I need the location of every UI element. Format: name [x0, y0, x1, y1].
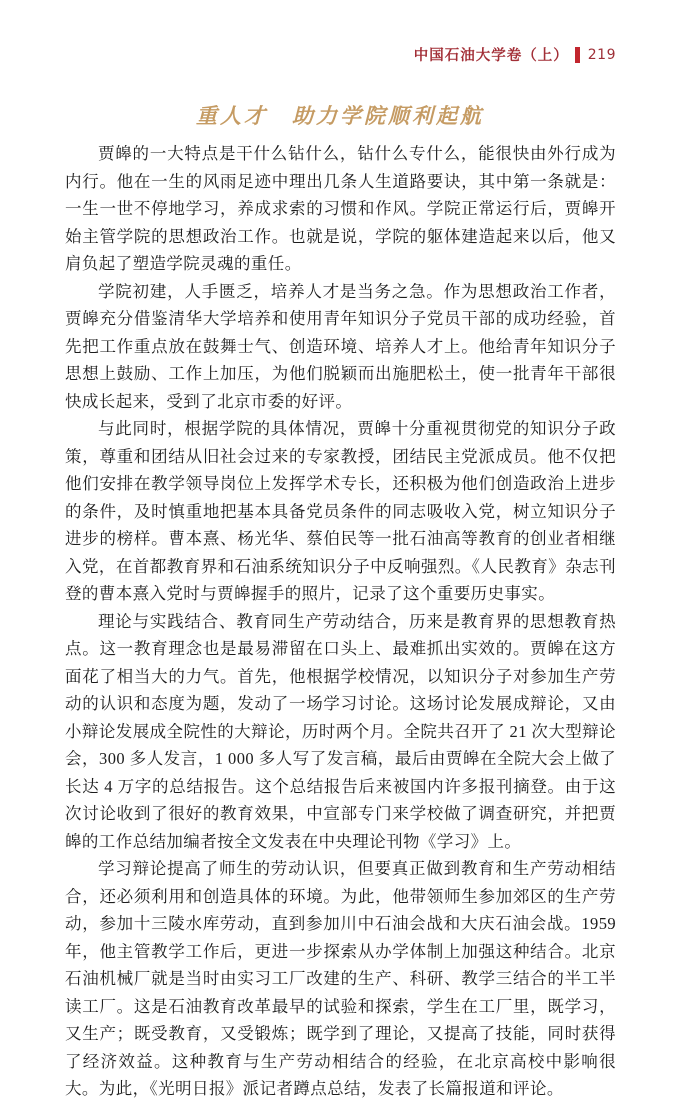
running-header-book-title: 中国石油大学卷（上） [413, 48, 569, 64]
page-number: 219 [587, 46, 616, 63]
header-divider-bar [575, 47, 580, 63]
paragraph-5: 学习辩论提高了师生的劳动认识，但要真正做到教育和生产劳动相结合，还必须利用和创造具体的环境。为此，他带领师生参加郊区的生产劳动，参加十三陵水库劳动，直到参加川中石油会战和大庆石油会战。1959 年，他主管教学工作后，更进一步探索从办学体制上加强这种结合。北京石油机械厂就是当时由实习工厂改建的生产、科研、教学三结合的半工半读工厂。这是石油教育改革最早的试验和探索，学生在工厂里，既学习，又生产；既受教育，又受锻炼；既学到了理论，又提高了技能，同时获得了经济效益。这种教育与生产劳动相结合的经验，在北京高校中影响很大。为此，《光明日报》派记者蹲点总结，发表了长篇报道和评论。 [65, 859, 616, 1098]
paragraph-3: 与此同时，根据学院的具体情况，贾皞十分重视贯彻党的知识分子政策，尊重和团结从旧社会过来的专家教授，团结民主党派成员。他不仅把他们安排在教学领导岗位上发挥学术专长，还积极为他们创造政治上进步的条件，及时慎重地把基本具备党员条件的同志吸收入党，树立知识分子进步的榜样。曹本熹、杨光华、蔡伯民等一批石油高等教育的创业者相继入党，在首都教育界和石油系统知识分子中反响强烈。《人民教育》杂志刊登的曹本熹入党时与贾皞握手的照片，记录了这个重要历史事实。 [65, 419, 616, 603]
article-title: 重人才 助力学院顺利起航 [196, 104, 484, 128]
paragraph-2: 学院初建，人手匮乏，培养人才是当务之急。作为思想政治工作者，贾皞充分借鉴清华大学培养和使用青年知识分子党员干部的成功经验，首先把工作重点放在鼓舞士气、创造环境、培养人才上。他给青年知识分子思想上鼓励、工作上加压，为他们脱颖而出施肥松土，使一批青年干部很快成长起来，受到了北京市委的好评。 [65, 281, 616, 411]
running-header [64, 44, 616, 65]
paragraph-4: 理论与实践结合、教育同生产劳动结合，历来是教育界的思想教育热点。这一教育理念也是最易滞留在口头上、最难抓出实效的。贾皞在这方面花了相当大的力气。首先，他根据学校情况，以知识分子对参加生产劳动的认识和态度为题，发动了一场学习讨论。这场讨论发展成辩论，又由小辩论发展成全院性的大辩论，历时两个月。全院共召开了 21 次大型辩论会，300 多人发言，1 000 多人写了发言稿，最后由贾皞在全院大会上做了长达 4 万字的总结报告。这个总结报告后来被国内许多报刊摘登。由于这次讨论收到了很好的教育效果，中宣部专门来学校做了调查研究，并把贾皞的工作总结加编者按全文发表在中央理论刊物《学习》上。 [65, 611, 616, 851]
paragraph-1: 贾皞的一大特点是干什么钻什么，钻什么专什么，能很快由外行成为内行。他在一生的风雨足迹中理出几条人生道路要诀，其中第一条就是：一生一世不停地学习，养成求索的习惯和作风。学院正常运行后，贾皞开始主管学院的思想政治工作。也就是说，学院的躯体建造起来以后，他又肩负起了塑造学院灵魂的重任。 [65, 144, 616, 273]
article-body [65, 140, 616, 1103]
